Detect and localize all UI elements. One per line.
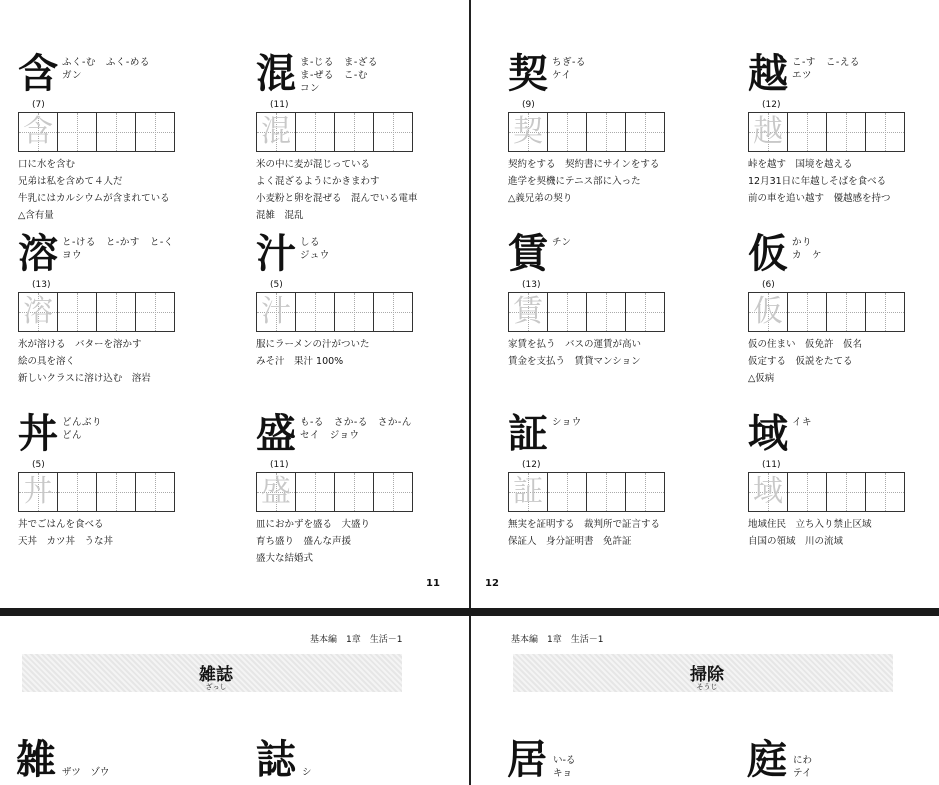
- kanji-readings: こ-す こ-える エツ: [792, 57, 860, 81]
- practice-cell[interactable]: [57, 473, 96, 511]
- practice-cell[interactable]: [826, 293, 865, 331]
- practice-cell[interactable]: [96, 473, 135, 511]
- page-number: 11: [426, 578, 440, 589]
- trace-guide-char: 丼: [23, 474, 53, 509]
- stroke-count: (13): [522, 280, 541, 290]
- practice-cell[interactable]: [865, 293, 904, 331]
- kanji-char: 庭: [747, 736, 787, 783]
- practice-cell[interactable]: [586, 473, 625, 511]
- practice-grid[interactable]: [18, 472, 175, 512]
- practice-cell[interactable]: [547, 473, 586, 511]
- practice-cell[interactable]: [257, 293, 295, 331]
- practice-grid[interactable]: [256, 472, 413, 512]
- practice-cell[interactable]: [509, 293, 547, 331]
- practice-cell[interactable]: [373, 473, 412, 511]
- stroke-count: (12): [522, 460, 541, 470]
- kanji-readings: ふく-む ふく-める ガン: [62, 57, 150, 81]
- stroke-count: (7): [32, 100, 45, 110]
- practice-cell[interactable]: [373, 113, 412, 151]
- stroke-count: (6): [762, 280, 775, 290]
- trace-guide-char: 仮: [753, 294, 783, 329]
- stroke-count: (11): [762, 460, 781, 470]
- practice-cell[interactable]: [509, 473, 547, 511]
- kanji-readings: ちぎ-る ケイ: [552, 57, 586, 81]
- spine-divider: [469, 0, 471, 785]
- trace-guide-char: 越: [753, 114, 783, 149]
- practice-cell[interactable]: [749, 113, 787, 151]
- kanji-readings: ま-じる ま-ざる ま-ぜる こ-む コン: [300, 57, 378, 94]
- kanji-char: 契: [508, 50, 548, 97]
- trace-guide-char: 賃: [513, 294, 543, 329]
- kanji-char: 越: [748, 50, 788, 97]
- kanji-readings: どんぶり どん: [62, 417, 103, 441]
- trace-guide-char: 混: [261, 114, 291, 149]
- stroke-count: (11): [270, 460, 289, 470]
- spread-divider: [0, 608, 939, 616]
- practice-grid[interactable]: [18, 292, 175, 332]
- trace-guide-char: 含: [23, 114, 53, 149]
- trace-guide-char: 溶: [23, 294, 53, 329]
- example-sentences: 氷が溶ける バターを溶かす 絵の具を溶く 新しいクラスに溶け込む 溶岩: [18, 339, 151, 384]
- kanji-readings: しる ジュウ: [300, 237, 330, 261]
- section-title: 掃除: [690, 665, 724, 685]
- practice-cell[interactable]: [135, 293, 174, 331]
- practice-cell[interactable]: [257, 473, 295, 511]
- kanji-char: 丼: [18, 410, 58, 457]
- stroke-count: (11): [270, 100, 289, 110]
- kanji-char: 居: [507, 736, 547, 783]
- running-head: 基本編 1章 生活－1: [310, 635, 403, 645]
- practice-cell[interactable]: [373, 293, 412, 331]
- practice-cell[interactable]: [547, 293, 586, 331]
- page-14: [471, 616, 939, 785]
- stroke-count: (13): [32, 280, 51, 290]
- kanji-char: 含: [18, 50, 58, 97]
- practice-cell[interactable]: [749, 473, 787, 511]
- stroke-count: (12): [762, 100, 781, 110]
- kanji-char: 盛: [256, 410, 296, 457]
- kanji-char: 汁: [256, 230, 296, 277]
- kanji-char: 雑: [16, 736, 56, 783]
- practice-cell[interactable]: [509, 113, 547, 151]
- page-number: 12: [485, 578, 499, 589]
- page-12: [471, 0, 939, 608]
- kanji-readings: ザツ ゾウ: [62, 767, 110, 778]
- trace-guide-char: 域: [753, 474, 783, 509]
- practice-cell[interactable]: [787, 293, 826, 331]
- kanji-char: 溶: [18, 230, 58, 277]
- practice-cell[interactable]: [96, 113, 135, 151]
- example-sentences: 峠を越す 国境を越える 12月31日に年越しそばを食べる 前の車を追い越す 優越感を持つ: [748, 159, 891, 204]
- practice-cell[interactable]: [334, 473, 373, 511]
- stroke-count: (9): [522, 100, 535, 110]
- practice-cell[interactable]: [625, 473, 664, 511]
- trace-guide-char: 盛: [261, 474, 291, 509]
- example-sentences: 無実を証明する 裁判所で証言する 保証人 身分証明書 免許証: [508, 519, 661, 547]
- practice-cell[interactable]: [57, 293, 96, 331]
- practice-cell[interactable]: [295, 113, 334, 151]
- practice-cell[interactable]: [334, 113, 373, 151]
- practice-grid[interactable]: [748, 112, 905, 152]
- practice-cell[interactable]: [19, 473, 57, 511]
- page-11: [0, 0, 469, 608]
- practice-grid[interactable]: [508, 292, 665, 332]
- trace-guide-char: 契: [513, 114, 543, 149]
- practice-grid[interactable]: [748, 292, 905, 332]
- kanji-readings: かり カ ケ: [792, 237, 823, 261]
- kanji-readings: シ: [302, 767, 312, 778]
- example-sentences: 家賃を払う バスの運賃が高い 賃金を支払う 賃貸マンション: [508, 339, 642, 367]
- stroke-count: (5): [270, 280, 283, 290]
- example-sentences: 契約をする 契約書にサインをする 進学を契機にテニス部に入った △義兄弟の契り: [508, 159, 660, 204]
- section-title-ruby: そうじ: [696, 683, 718, 691]
- practice-cell[interactable]: [586, 113, 625, 151]
- practice-cell[interactable]: [749, 293, 787, 331]
- practice-grid[interactable]: [256, 292, 413, 332]
- example-sentences: 米の中に麦が混じっている よく混ざるようにかきまわす 小麦粉と卵を混ぜる 混んでいる電車 混雑 混乱: [256, 159, 418, 221]
- practice-cell[interactable]: [547, 113, 586, 151]
- kanji-readings: ショウ: [552, 417, 582, 428]
- kanji-char: 域: [748, 410, 788, 457]
- example-sentences: 口に水を含む 兄弟は私を含めて４人だ 牛乳にはカルシウムが含まれている △含有量: [18, 159, 170, 221]
- practice-cell[interactable]: [135, 473, 174, 511]
- practice-cell[interactable]: [257, 113, 295, 151]
- practice-cell[interactable]: [586, 293, 625, 331]
- practice-cell[interactable]: [826, 473, 865, 511]
- practice-grid[interactable]: [256, 112, 413, 152]
- kanji-readings: と-ける と-かす と-く ヨウ: [62, 237, 174, 261]
- example-sentences: 丼でごはんを食べる 天丼 カツ丼 うな丼: [18, 519, 114, 547]
- practice-cell[interactable]: [826, 113, 865, 151]
- practice-cell[interactable]: [787, 113, 826, 151]
- practice-cell[interactable]: [96, 293, 135, 331]
- kanji-char: 賃: [508, 230, 548, 277]
- example-sentences: 地域住民 立ち入り禁止区域 自国の領域 川の流域: [748, 519, 872, 547]
- kanji-char: 仮: [748, 230, 788, 277]
- running-head: 基本編 1章 生活－1: [511, 635, 604, 645]
- kanji-readings: も-る さか-る さか-ん セイ ジョウ: [300, 417, 412, 441]
- trace-guide-char: 証: [513, 474, 543, 509]
- kanji-readings: にわ テイ: [793, 755, 813, 779]
- kanji-char: 証: [508, 410, 548, 457]
- practice-cell[interactable]: [625, 293, 664, 331]
- section-title-ruby: ざっし: [205, 683, 227, 691]
- practice-cell[interactable]: [334, 293, 373, 331]
- kanji-readings: イキ: [792, 417, 813, 428]
- practice-grid[interactable]: [748, 472, 905, 512]
- section-title: 雑誌: [199, 665, 233, 685]
- kanji-char: 混: [256, 50, 296, 97]
- stroke-count: (5): [32, 460, 45, 470]
- example-sentences: 仮の住まい 仮免許 仮名 仮定する 仮説をたてる △仮病: [748, 339, 863, 384]
- practice-cell[interactable]: [295, 293, 334, 331]
- kanji-char: 誌: [256, 736, 296, 783]
- practice-grid[interactable]: [508, 472, 665, 512]
- example-sentences: 服にラーメンの汁がついた みそ汁 果汁 100%: [256, 339, 370, 367]
- practice-grid[interactable]: [508, 112, 665, 152]
- kanji-readings: い-る キョ: [553, 755, 576, 779]
- practice-cell[interactable]: [625, 113, 664, 151]
- practice-cell[interactable]: [135, 113, 174, 151]
- practice-cell[interactable]: [57, 113, 96, 151]
- practice-cell[interactable]: [295, 473, 334, 511]
- practice-cell[interactable]: [865, 113, 904, 151]
- trace-guide-char: 汁: [261, 294, 291, 329]
- practice-cell[interactable]: [19, 113, 57, 151]
- kanji-readings: チン: [552, 237, 572, 248]
- example-sentences: 皿におかずを盛る 大盛り 育ち盛り 盛んな声援 盛大な結婚式: [256, 519, 371, 564]
- practice-grid[interactable]: [18, 112, 175, 152]
- practice-cell[interactable]: [787, 473, 826, 511]
- page-13: [0, 616, 469, 785]
- practice-cell[interactable]: [19, 293, 57, 331]
- practice-cell[interactable]: [865, 473, 904, 511]
